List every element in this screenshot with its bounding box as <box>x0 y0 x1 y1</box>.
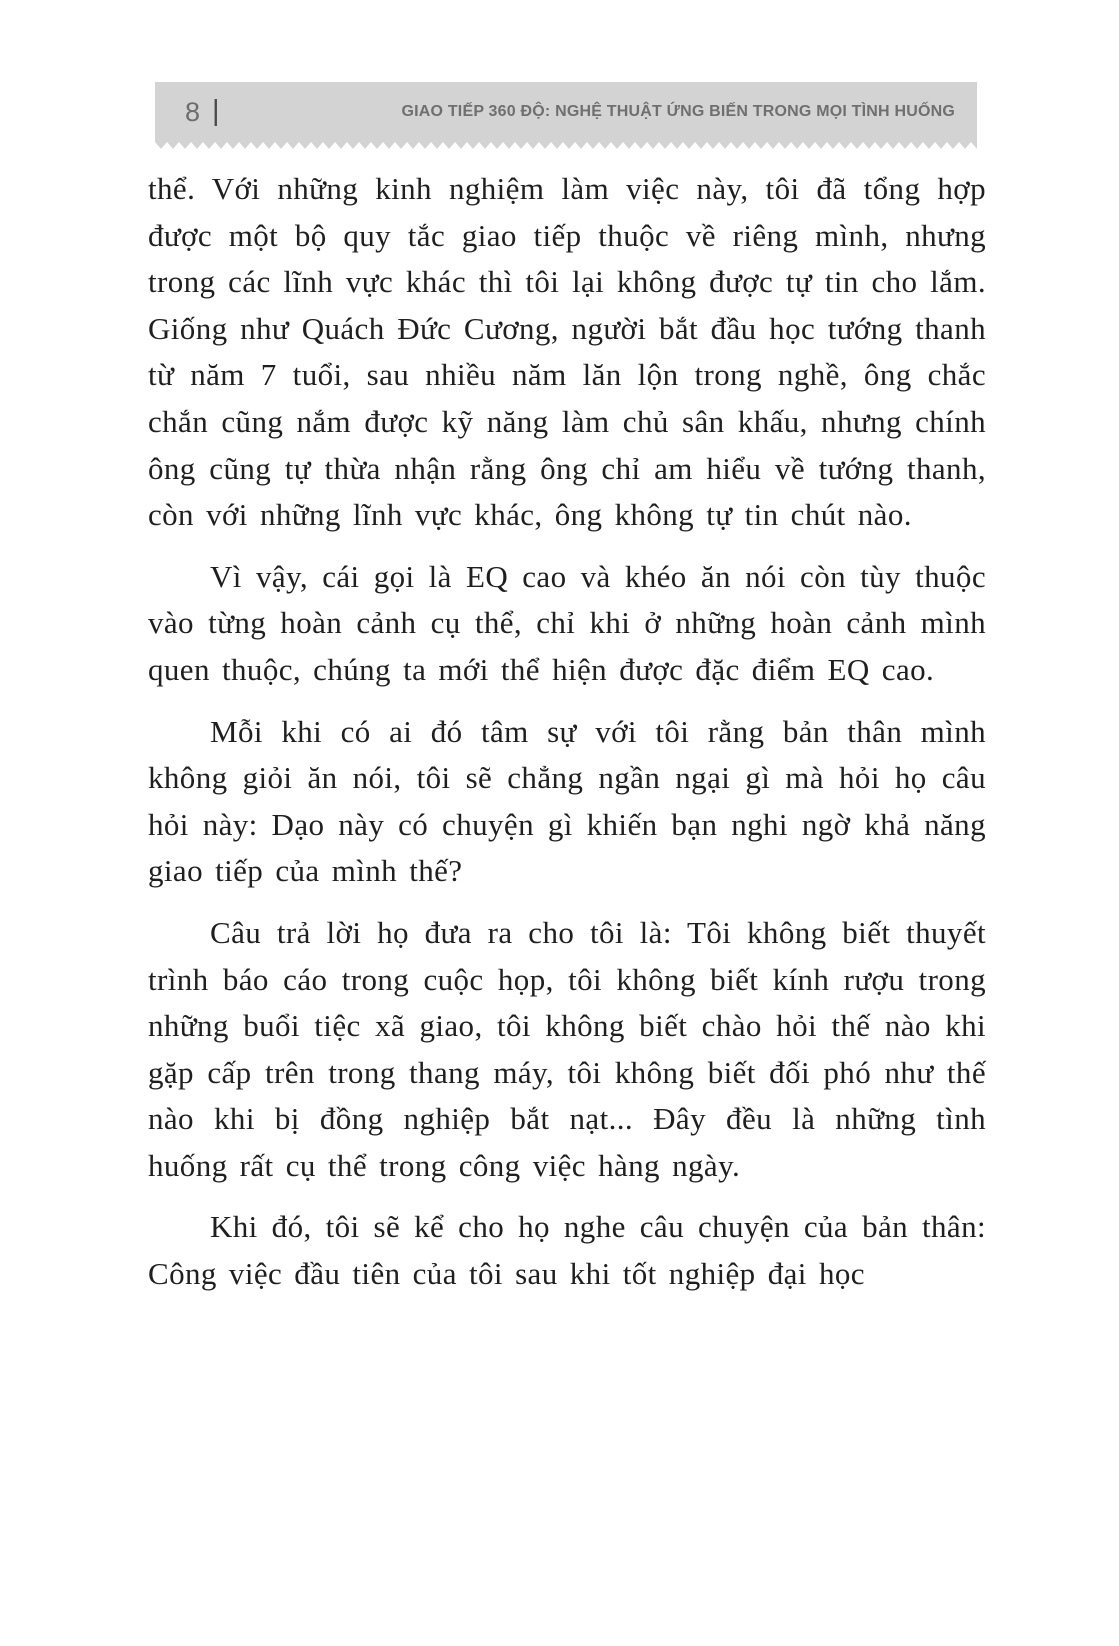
body-paragraph: Vì vậy, cái gọi là EQ cao và khéo ăn nói còn tùy thuộc vào từng hoàn cảnh cụ thể, chỉ khi ở những hoàn cảnh mình quen thuộc, chúng ta mới thể hiện được đặc điểm EQ cao. <box>148 558 986 687</box>
page-number: 8 <box>185 96 201 127</box>
header-separator: | <box>212 94 220 127</box>
perforation-edge-decoration <box>155 142 977 150</box>
page-body <box>148 166 986 1313</box>
running-title: GIAO TIẾP 360 ĐỘ: NGHỆ THUẬT ỨNG BIẾN TRONG MỌI TÌNH HUỐNG <box>401 103 955 120</box>
body-paragraph: Khi đó, tôi sẽ kể cho họ nghe câu chuyện của bản thân: Công việc đầu tiên của tôi sau khi tốt nghiệp đại học <box>148 1209 986 1292</box>
body-paragraph: Mỗi khi có ai đó tâm sự với tôi rằng bản thân mình không giỏi ăn nói, tôi sẽ chẳng ngần ngại gì mà hỏi họ câu hỏi này: Dạo này có chuyện gì khiến bạn nghi ngờ khả năng giao tiếp của mình thế? <box>148 713 986 889</box>
body-paragraph: thể. Với những kinh nghiệm làm việc này, tôi đã tổng hợp được một bộ quy tắc giao tiếp thuộc về riêng mình, nhưng trong các lĩnh vực khác thì tôi lại không được tự tin cho lắm. Giống như Quách Đức Cương, người bắt đầu học tướng thanh từ năm 7 tuổi, sau nhiều năm lăn lộn trong nghề, ông chắc chắn cũng nắm được kỹ năng làm chủ sân khấu, nhưng chính ông cũng tự thừa nhận rằng ông chỉ am hiểu về tướng thanh, còn với những lĩnh vực khác, ông không tự tin chút nào. <box>148 171 986 533</box>
running-header <box>155 82 977 142</box>
body-paragraph: Câu trả lời họ đưa ra cho tôi là: Tôi không biết thuyết trình báo cáo trong cuộc họp, tôi không biết kính rượu trong những buổi tiệc xã giao, tôi không biết chào hỏi thế nào khi gặp cấp trên trong thang máy, tôi không biết đối phó như thế nào khi bị đồng nghiệp bắt nạt... Đây đều là những tình huống rất cụ thể trong công việc hàng ngày. <box>148 914 986 1183</box>
